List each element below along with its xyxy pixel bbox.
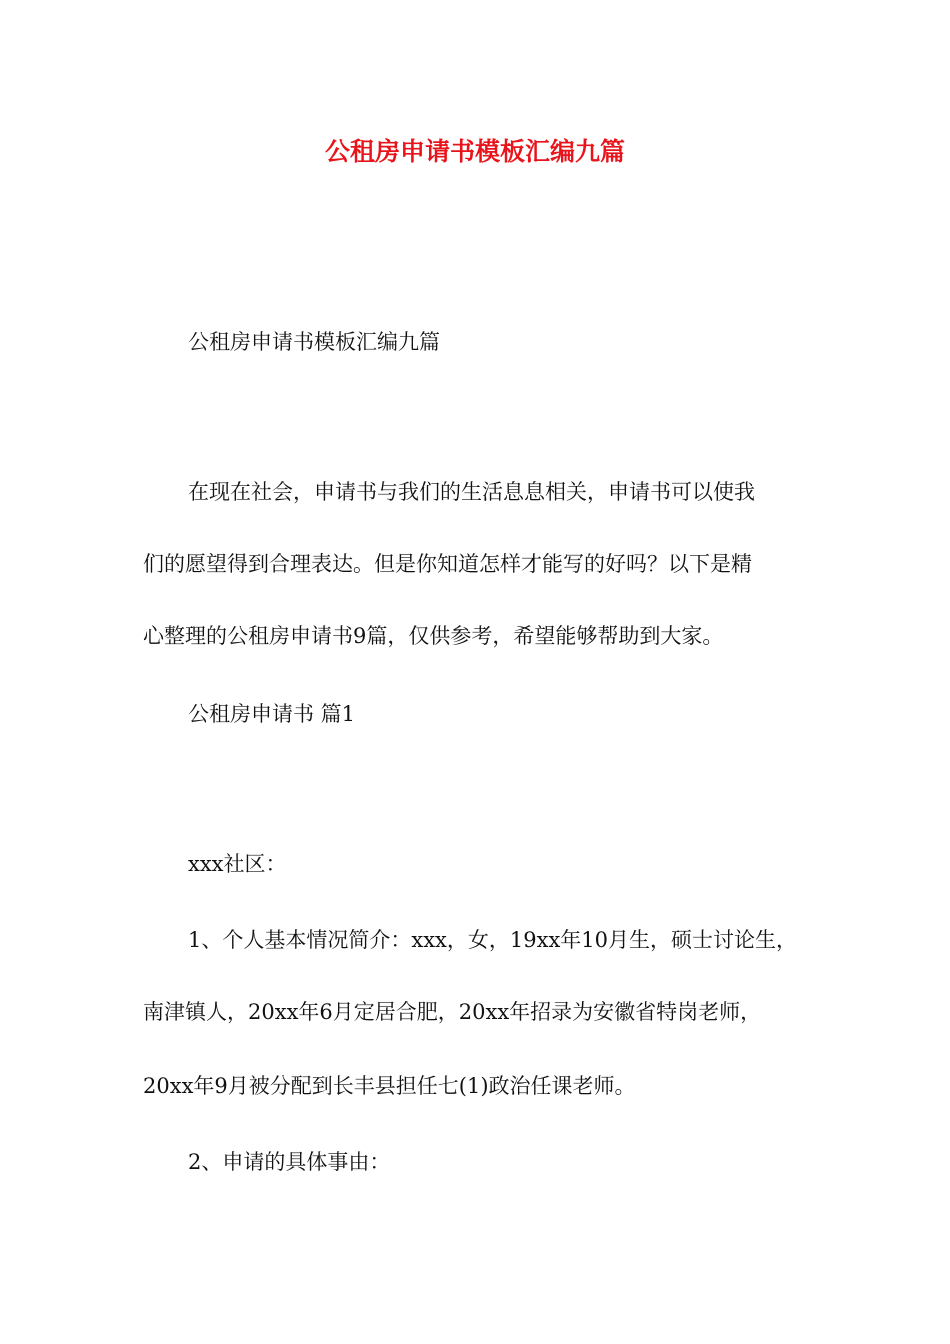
paragraph-line: 南津镇人，20xx年6月定居合肥，20xx年招录为安徽省特岗老师， [143,1000,762,1024]
document-subtitle: 公租房申请书模板汇编九篇 [188,330,440,354]
paragraph-line: 20xx年9月被分配到长丰县担任七(1)政治任课老师。 [143,1074,636,1098]
document-title: 公租房申请书模板汇编九篇 [324,137,625,166]
salutation: xxx社区： [188,852,287,876]
paragraph-line: 1、个人基本情况简介：xxx，女，19xx年10月生，硕士讨论生， [188,928,798,952]
section-heading: 公租房申请书 篇1 [188,702,356,726]
paragraph-line: 心整理的公租房申请书9篇，仅供参考，希望能够帮助到大家。 [143,624,724,648]
paragraph-line: 在现在社会，申请书与我们的生活息息相关，申请书可以使我 [188,480,755,504]
paragraph-line: 2、申请的具体事由： [188,1150,391,1174]
paragraph-line: 们的愿望得到合理表达。但是你知道怎样才能写的好吗？以下是精 [143,552,752,576]
